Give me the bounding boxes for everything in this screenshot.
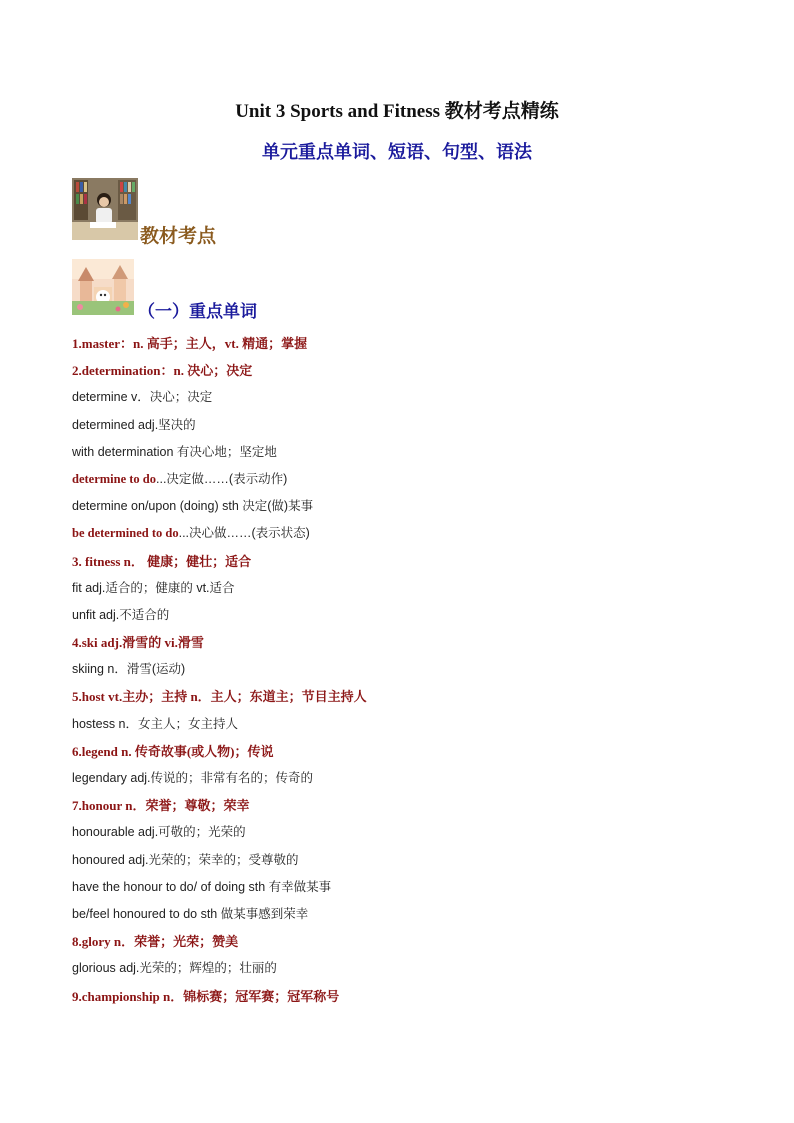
page-subtitle: 单元重点单词、短语、句型、语法 <box>262 142 532 163</box>
vocab-entry: 1.master：n. 高手；主人，vt. 精通；掌握 <box>72 336 308 351</box>
vocab-entry: 6.legend n. 传奇故事(或人物)；传说 <box>72 743 274 759</box>
section-heading: 教材考点 <box>140 225 217 247</box>
phrase-meaning: ...决心做……(表示状态) <box>178 526 310 541</box>
vocab-entry <box>72 466 752 493</box>
phrase-meaning: ...决定做……(表示动作) <box>156 471 288 486</box>
vocab-entry: 8.glory n．荣誉；光荣；赞美 <box>72 934 239 950</box>
vocab-entry: hostess n．女主人；女主持人 <box>72 716 239 731</box>
vocab-entry: honoured adj.光荣的；荣幸的；受尊敬的 <box>72 852 299 867</box>
vocab-entry: fit adj.适合的；健康的 vt.适合 <box>72 580 235 595</box>
subsection-heading: （一）重点单词 <box>138 302 257 322</box>
vocab-entry: have the honour to do/ of doing sth 有幸做某事 <box>72 879 332 894</box>
page-title: Unit 3 Sports and Fitness 教材考点精练 <box>235 101 559 122</box>
vocab-entry: 9.championship n．锦标赛；冠军赛；冠军称号 <box>72 988 340 1004</box>
vocab-entry: determined adj.坚决的 <box>72 417 196 432</box>
vocab-entry <box>72 520 752 547</box>
vocab-entry: 4.ski adj.滑雪的 vi.滑雪 <box>72 635 204 651</box>
vocab-entry: skiing n．滑雪(运动) <box>72 662 186 677</box>
phrase-highlight: determine to do <box>72 471 157 486</box>
vocab-entry: unfit adj.不适合的 <box>72 607 170 622</box>
phrase-highlight: be determined to do <box>72 526 179 541</box>
vocab-entry: 7.honour n．荣誉；尊敬；荣幸 <box>72 798 250 814</box>
vocabulary-list <box>72 330 752 1010</box>
vocab-entry: with determination 有决心地；坚定地 <box>72 444 277 459</box>
vocab-entry: glorious adj.光荣的；辉煌的；壮丽的 <box>72 961 277 976</box>
student-reading-illustration <box>72 178 138 240</box>
vocab-entry: 5.host vt.主办；主持 n．主人；东道主；节目主持人 <box>72 689 367 705</box>
vocab-entry: 2.determination：n. 决心；决定 <box>72 363 253 379</box>
vocab-entry: honourable adj.可敬的；光荣的 <box>72 825 246 840</box>
castle-cartoon-illustration <box>72 259 134 315</box>
vocab-entry: determine v．决心；决定 <box>72 390 213 405</box>
vocab-entry: 3. fitness n． 健康；健壮；适合 <box>72 553 252 569</box>
vocab-entry: determine on/upon (doing) sth 决定(做)某事 <box>72 499 314 514</box>
vocab-entry: legendary adj.传说的；非常有名的；传奇的 <box>72 771 314 785</box>
vocab-entry: be/feel honoured to do sth 做某事感到荣幸 <box>72 906 309 921</box>
